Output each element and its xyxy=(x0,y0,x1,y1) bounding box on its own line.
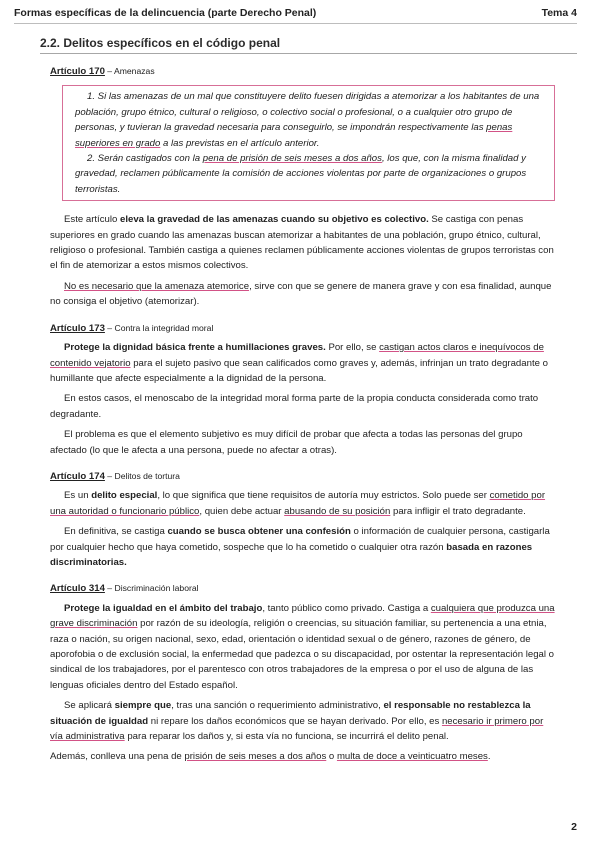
article-170-heading: Artículo 170 – Amenazas xyxy=(50,66,155,77)
paragraph: En definitiva, se castiga cuando se busca obtener una confesión o información de cualquier persona, castigarla por cualquier hecho que haya cometido, sospeche que lo ha cometido o cualquier otra razón basada en razones discriminatorias. xyxy=(50,526,550,568)
page-header xyxy=(14,7,577,24)
paragraph: Además, conlleva una pena de prisión de seis meses a dos años o multa de doce a veinticuatro meses. xyxy=(50,751,491,763)
header-topic-label: Tema 4 xyxy=(541,7,577,19)
paragraph: El problema es que el elemento subjetivo es muy difícil de probar que afecta a todas las personas del grupo afectado (lo que le afecta a una persona, puede no afectar a otras). xyxy=(50,429,523,456)
quote-paragraph: 2. Serán castigados con la pena de prisión de seis meses a dos años, los que, con la misma finalidad y gravedad, reclamen públicamente la comisión de acciones violentas por parte de organizaciones o grupos terroristas. xyxy=(75,153,527,195)
section-divider xyxy=(40,53,577,54)
paragraph: No es necesario que la amenaza atemorice, sirve con que se genere de manera grave y con esa finalidad, aunque no consiga el objetivo (atemorizar). xyxy=(50,280,552,308)
quote-paragraph: 1. Si las amenazas de un mal que constituyere delito fuesen dirigidas a atemorizar a los habitantes de una población, grupo étnico, cultural o religioso, o colectivo social o profesional, o a cualquier otro grupo de personas, y tuvieran la gravedad necesaria para conseguirlo, se impondrán respectivamente las penas superiores en grado a las previstas en el artículo anterior. xyxy=(75,91,540,149)
paragraph: Protege la igualdad en el ámbito del trabajo, tanto público como privado. Castiga a cualquiera que produzca una grave discriminación por razón de su ideología, religión o creencias, su situación familiar, su pertenencia a una etnia, raza o nación, su origen nacional, sexo, edad, orientación o identidad sexual o de género, razones de género, de aporofobia o de exclusión social, la enfermedad que padezca o su discapacidad, por ostentar la representación legal o sindical de los trabajadores, por el parentesco con otros trabajadores de la empresa o por el uso de alguna de las lenguas oficiales dentro del Estado español. xyxy=(50,602,555,691)
article-number: Artículo 314 xyxy=(50,583,105,595)
legal-text-quote xyxy=(62,85,555,201)
article-title: Delitos de tortura xyxy=(114,470,180,481)
paragraph: Este artículo eleva la gravedad de las amenazas cuando su objetivo es colectivo. Se castiga con penas superiores en grado cuando las amenazas buscan atemorizar a habitantes de una población, grupo étnico, cultural, religioso o profesional. También castiga a quienes reclamen públicamente acciones violentas de grupos terroristas con el fin de atemorizar a estos mismos colectivos. xyxy=(50,214,554,272)
header-document-title: Formas específicas de la delincuencia (parte Derecho Penal) xyxy=(14,7,317,19)
paragraph: Protege la dignidad básica frente a humillaciones graves. Por ello, se castigan actos claros e inequívocos de contenido vejatorio para el sujeto pasivo que sean calificados como graves y, además, infrinjan un trato degradante o humillante que afecte especialmente a la dignidad de la persona. xyxy=(50,342,548,384)
article-title: Contra la integridad moral xyxy=(114,322,214,333)
article-174-heading: Artículo 174 – Delitos de tortura xyxy=(50,470,180,482)
article-number: Artículo 173 xyxy=(50,322,105,334)
article-title: Discriminación laboral xyxy=(114,583,199,594)
paragraph: Se aplicará siempre que, tras una sanción o requerimiento administrativo, el responsable no restablezca la situación de igualdad ni repare los daños económicos que se hayan derivado. Por ello, es necesario ir primero por vía administrativa para reparar los daños y, si esta vía no funciona, se incurrirá el delito penal. xyxy=(50,700,544,743)
paragraph: Es un delito especial, lo que significa que tiene requisitos de autoría muy estrictos. Solo puede ser cometido por una autoridad o funcionario público, quien debe actuar abusando de su posición para infligir el trato degradante. xyxy=(50,490,546,517)
document-body xyxy=(50,64,555,770)
page-number: 2 xyxy=(571,821,577,833)
article-314-heading: Artículo 314 – Discriminación laboral xyxy=(50,583,199,595)
article-173-heading: Artículo 173 – Contra la integridad moral xyxy=(50,322,214,334)
article-number: Artículo 170 xyxy=(50,66,105,77)
article-number: Artículo 174 xyxy=(50,470,105,482)
section-title: 2.2. Delitos específicos en el código penal xyxy=(40,36,281,50)
article-title: Amenazas xyxy=(114,66,155,76)
paragraph: En estos casos, el menoscabo de la integridad moral forma parte de la propia conducta considerada como trato degradante. xyxy=(50,393,539,420)
